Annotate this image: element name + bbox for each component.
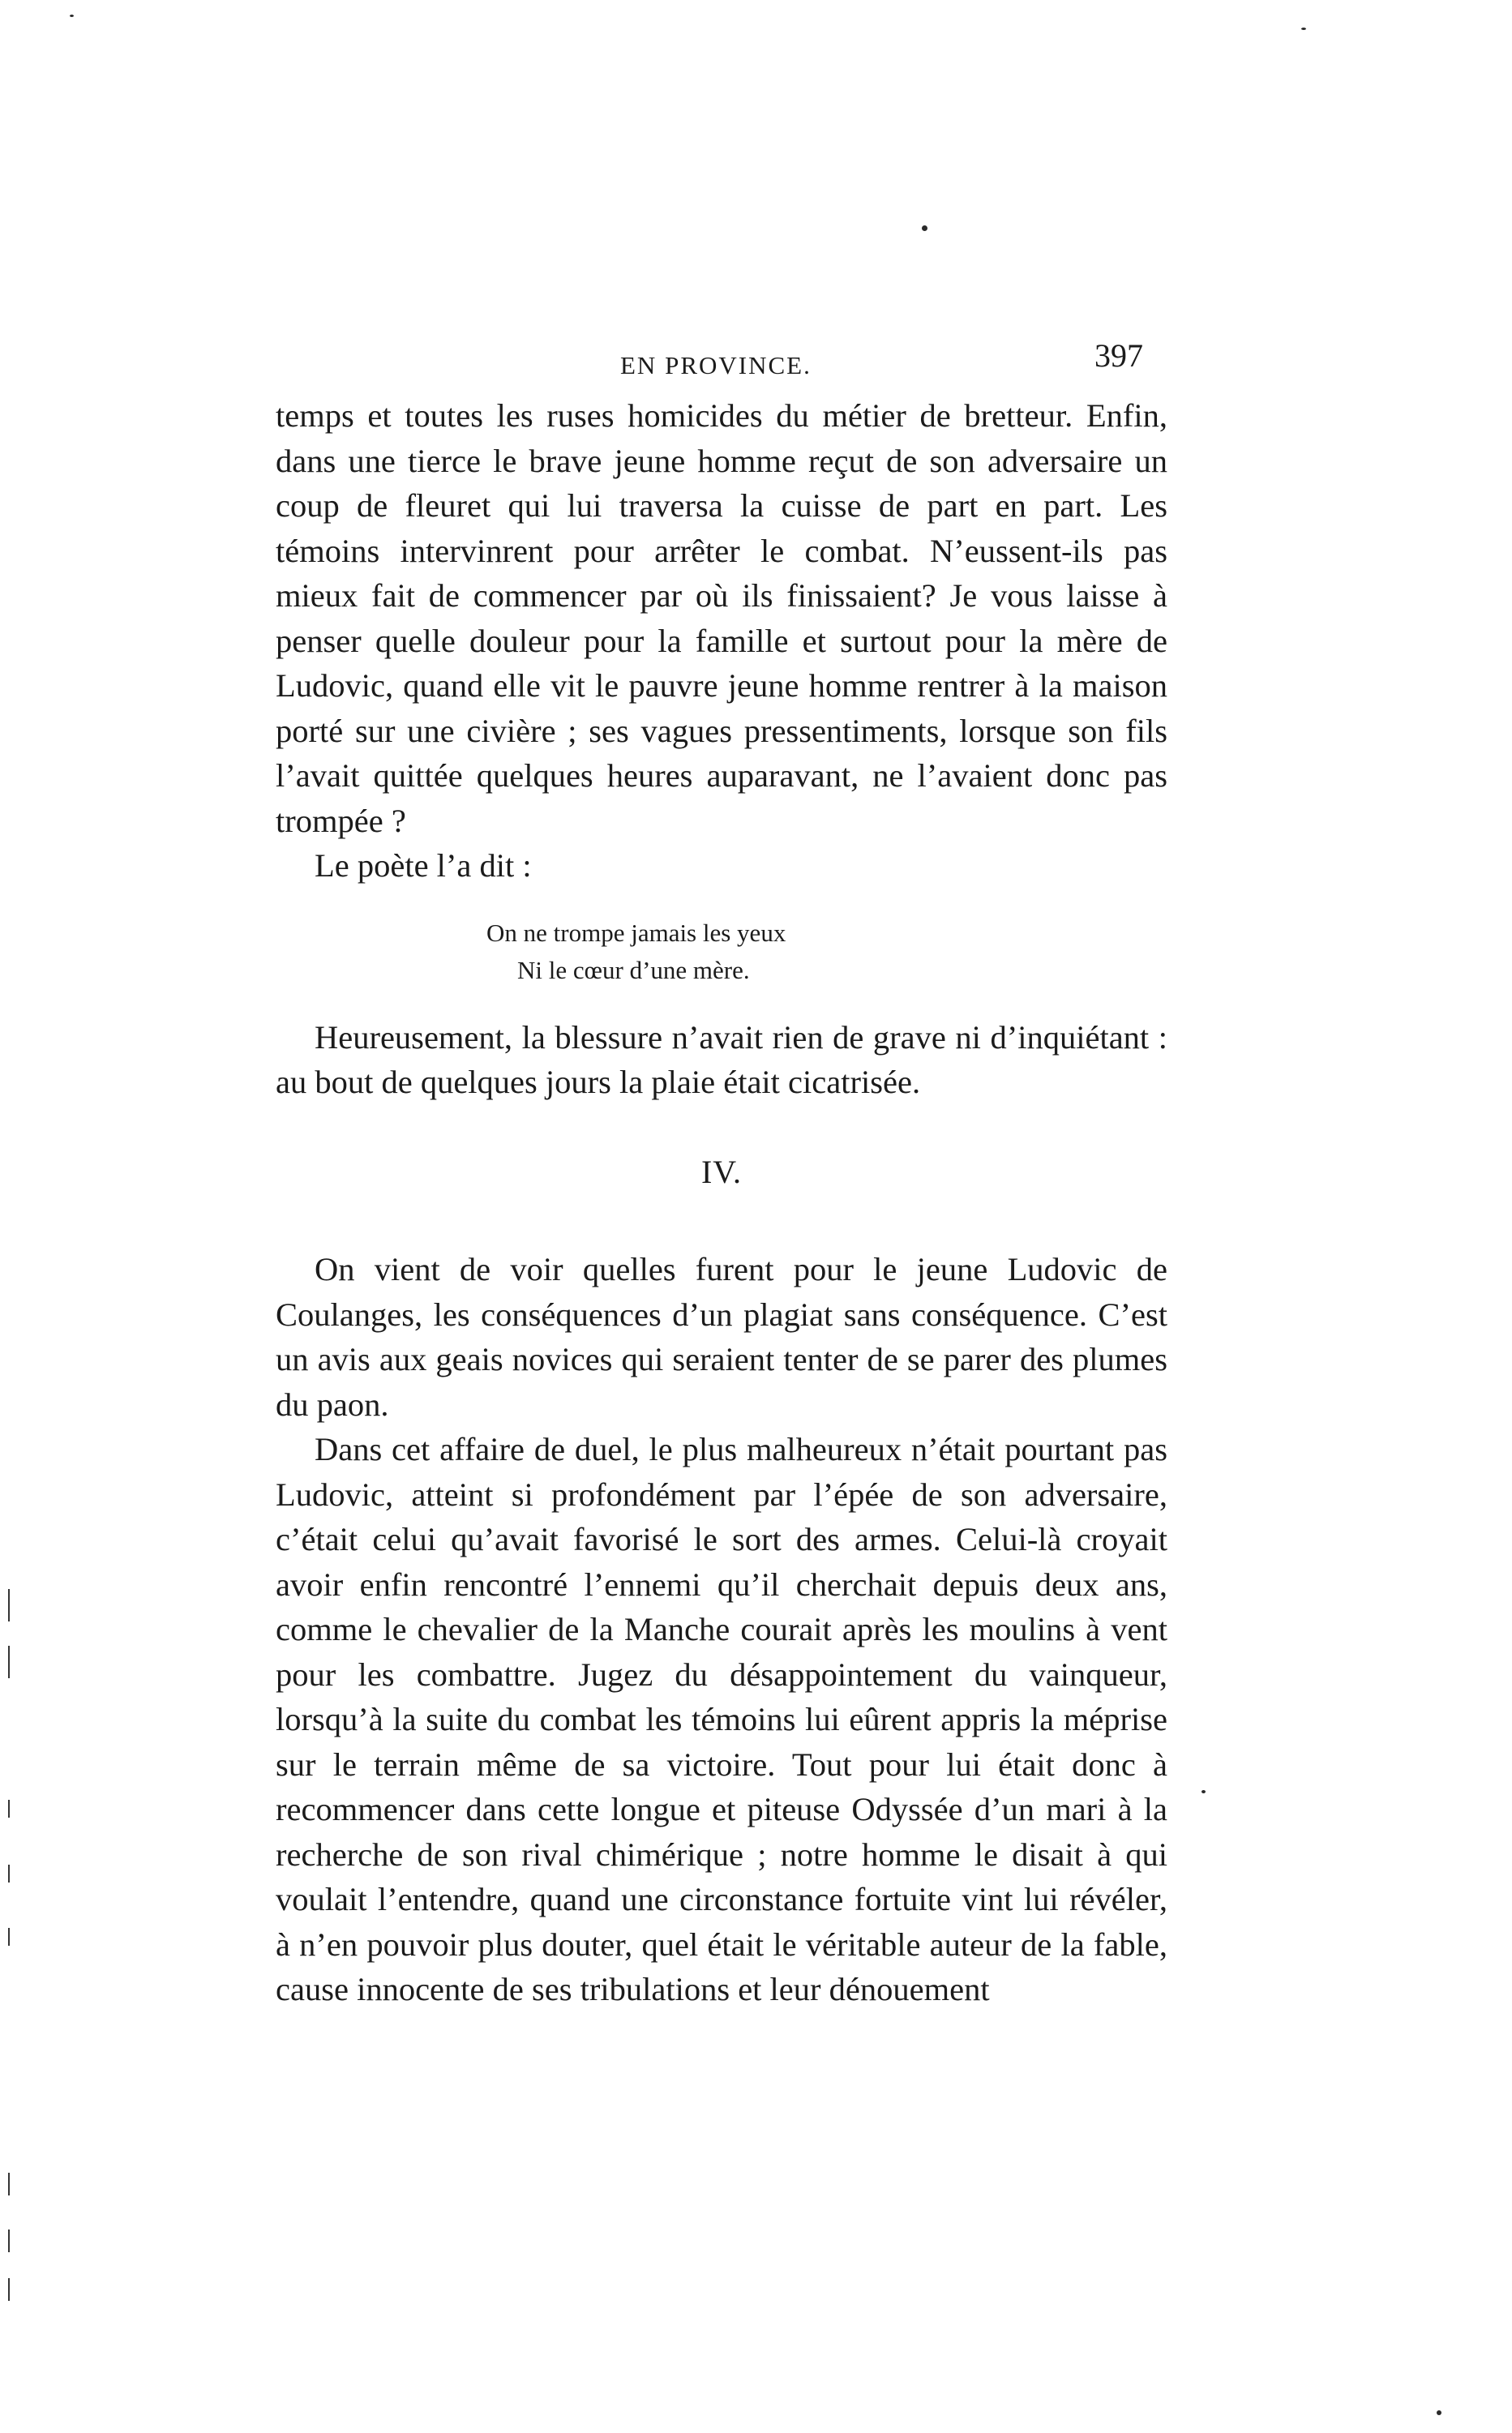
paragraph-duel-aftermath: Dans cet affaire de duel, le plus malheureux n’était pourtant pas Ludovic, atteint si profondément par l’épée de son adversaire, c’était celui qu’avait favorisé le sort des armes. Celui-là croyait avoir enfin rencontré l’ennemi qu’il cherchait depuis deux ans, comme le chevalier de la Manche courait après les moulins à vent pour les combattre. Jugez du désappointement du vainqueur, lorsqu’à la suite du combat les témoins lui eûrent appris la méprise sur le terrain même de sa victoire. Tout pour lui était donc à recommencer dans cette longue et piteuse Odyssée d’un mari à la recherche de son rival chimérique ; notre homme le disait à qui voulait l’entendre, quand une circonstance fortuite vint lui révéler, à n’en pouvoir plus douter, quel était le véritable auteur de la fable, cause innocente de ses tribulations et leur dénouement [276,1431,1167,2007]
scan-edge-mark [8,2230,10,2252]
scan-edge-mark [8,2278,10,2301]
verse-quotation [486,915,1167,989]
scan-speck [1301,28,1306,30]
page-number: 397 [1094,337,1143,374]
scan-edge-mark [8,1646,10,1678]
scan-speck [70,15,74,17]
scan-edge-mark [8,1928,10,1946]
section-heading: IV. [700,1153,743,1190]
scan-speck [1201,1790,1206,1793]
scan-speck [1437,2410,1441,2415]
scan-edge-mark [8,1589,10,1621]
verse-line: Ni le cœur d’une mère. [517,955,750,984]
scan-edge-mark [8,2173,10,2195]
scan-edge-mark [8,1800,10,1818]
paragraph-wound-healed: Heureusement, la blessure n’avait rien de grave ni d’inquiétant : au bout de quelques jours la plaie était cicatrisée. [276,1018,1167,1100]
scan-edge-mark [8,1865,10,1883]
scan-speck [922,225,927,231]
paragraph-consequences: On vient de voir quelles furent pour le jeune Ludovic de Coulanges, les conséquences d’un plagiat sans conséquence. C’est un avis aux geais novices qui seraient tenter de se parer des plumes du paon. [276,1251,1167,1423]
page-header [276,336,1143,385]
verse-line: On ne trompe jamais les yeux [486,918,786,947]
body-text [276,393,1167,2012]
paragraph-continuation: temps et toutes les ruses homicides du métier de bretteur. Enfin, dans une tierce le brave jeune homme reçut de son adversaire un coup de fleuret qui lui traversa la cuisse de part en part. Les témoins intervinrent pour arrêter le combat. N’eussent-ils pas mieux fait de commencer par où ils finissaient? Je vous laisse à penser quelle douleur pour la famille et surtout pour la mère de Ludovic, quand elle vit le pauvre jeune homme rentrer à la maison porté sur une civière ; ses vagues pressentiments, lorsque son fils l’avait quittée quelques heures auparavant, ne l’avaient donc pas trompée ? [276,397,1167,839]
running-head: EN PROVINCE. [620,351,812,379]
paragraph-poet-quote-intro: Le poète l’a dit : [315,847,532,884]
